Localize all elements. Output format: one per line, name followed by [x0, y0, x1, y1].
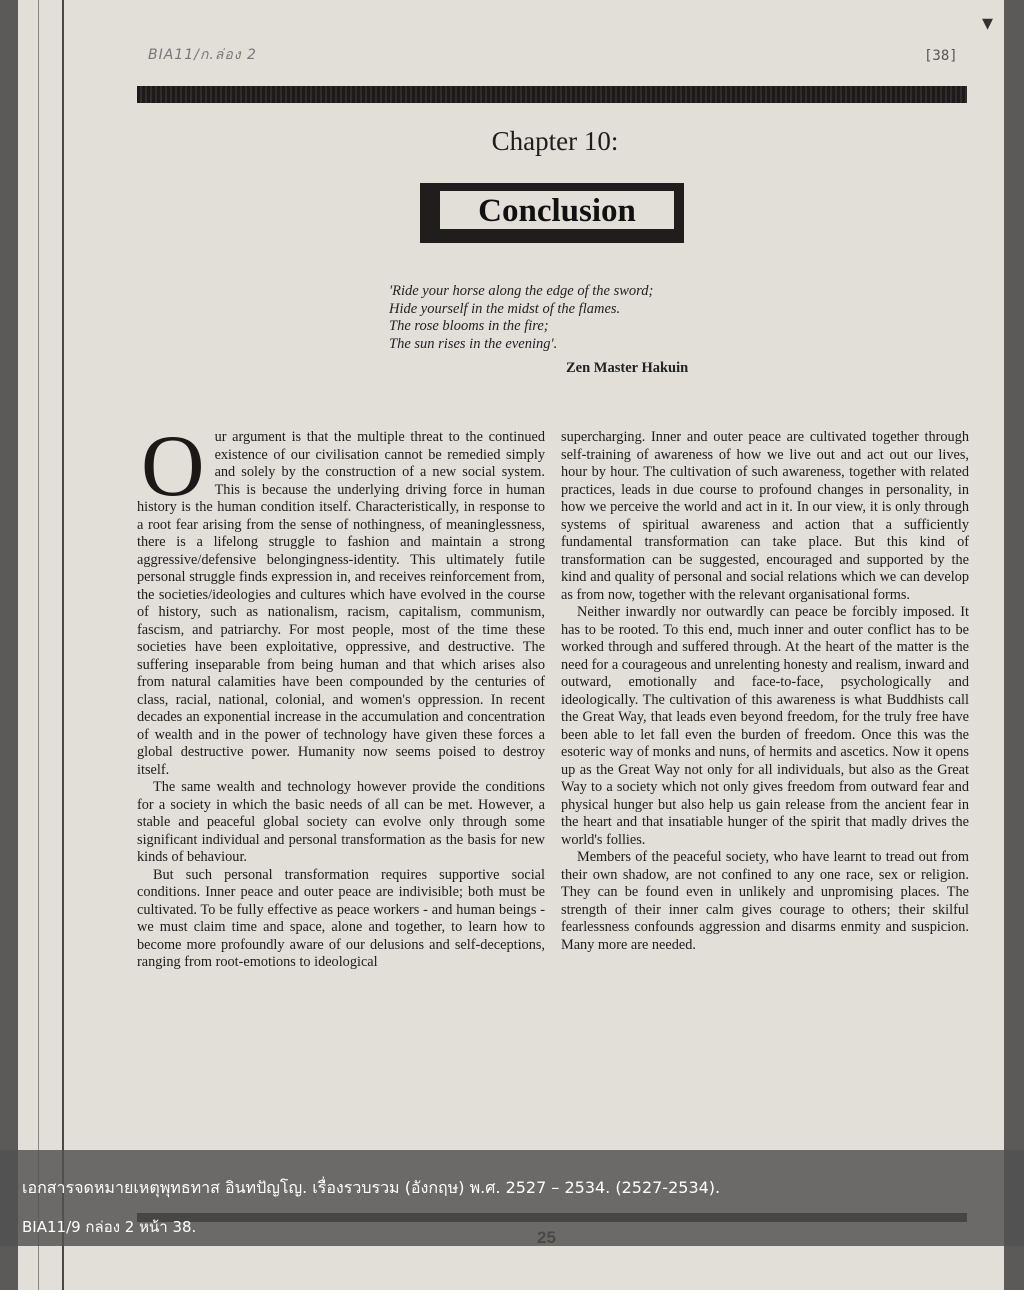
paragraph: But such personal transformation requires supportive social conditions. Inner peace and outer peace are indivisible; both must be cultivated. To be fully effective as peace workers - and human beings - we must claim time and space, alone and together, to learn how to become more profoundly aware of our delusions and self-deceptions, ranging from root-emotions to ideological [137, 866, 545, 970]
corner-marker-icon: ▾ [982, 10, 994, 35]
scan-edge-line [38, 0, 39, 1290]
top-decorative-band [137, 86, 967, 103]
drop-cap: O [141, 418, 205, 515]
epigraph [389, 283, 653, 353]
epigraph-line: The rose blooms in the fire; [389, 318, 549, 334]
chapter-title: Conclusion [438, 189, 676, 231]
paragraph: The same wealth and technology however provide the conditions for a society in which the basic needs of all can be met. However, a stable and peaceful global society can evolve only through some significant individual and personal transformation as the basis for new kinds of behaviour. [137, 779, 545, 865]
epigraph-line: The sun rises in the evening'. [389, 335, 558, 352]
chapter-heading: Chapter 10: [491, 126, 619, 156]
paragraph: Members of the peaceful society, who have learnt to tread out from their own shadow, are not confined to any one race, sex or religion. They can be found even in unlikely and unpromising places. The strength of their inner calm gives courage to others; their skilful fearlessness confounds aggression and disarms enmity and suspicion. Many more are needed. [561, 849, 969, 953]
right-column [561, 429, 969, 954]
epigraph-attribution: Zen Master Hakuin [566, 360, 689, 376]
left-column [137, 418, 545, 972]
caption-reference: BIA11/9 กล่อง 2 หน้า 38. [22, 1218, 197, 1236]
paragraph [137, 418, 545, 779]
paragraph: supercharging. Inner and outer peace are cultivated together through self-training of awareness of how we live out and act out our lives, hour by hour. The cultivation of such awareness, together with related practices, leads in due course to profound changes in personality, in how we perceive the world and act in it. In our view, it is only through systems of spiritual awareness and action that a sufficiently fundamental transformation can take place. But this kind of transformation can be suggested, encouraged and supported by the kind and quality of personal and social relations which we can develop as from now, together with the relevant organisational forms. [561, 429, 969, 603]
caption-title: เอกสารจดหมายเหตุพุทธทาส อินทปัญโญ. เรื่องรวบรวม (อังกฤษ) พ.ศ. 2527 – 2534. (2527-2534). [22, 1178, 721, 1197]
paragraph: Neither inwardly nor outwardly can peace be forcibly imposed. It has to be rooted. To this end, much inner and outer conflict has to be worked through and suffered through. At the heart of the matter is the need for a courageous and unrelenting honesty and realism, inward and outward, emotionally and face-to-face, psychologically and ideologically. The cultivation of this awareness is what Buddhists call the Great Way, that leads even beyond freedom, for the truly free have been able to let fall even the burden of freedom. Once this was the esoteric way of monks and nuns, of hermits and ascetics. Now it opens up as the Great Way not only for all individuals, but also as the Great Way to a society which not only gives freedom from outward fear and physical hunger but also help us gain release from the ancient fear in the heart and that insatiable hunger of the spirit that madly drives the world's follies. [561, 604, 969, 848]
page-mark: [38] [924, 48, 958, 64]
binding-line [62, 0, 64, 1290]
epigraph-line: 'Ride your horse along the edge of the sword; [389, 283, 654, 299]
paragraph-text: ur argument is that the multiple threat to the continued existence of our civilisation cannot be remedied simply and solely by the construction of a new social system. This is because the underlying driving force in human history is the human condition itself. Characteristically, in response to a root fear arising from the sense of nothingness, of meaninglessness, there is a lifelong struggle to fashion and maintain a strong aggressive/defensive belongingness-identity. This ultimately futile personal struggle finds expression in, and receives reinforcement from, the societies/ideologies and cultures which have evolved in the course of history, such as nationalism, racism, capitalism, communism, fascism, and patriarchy. For most people, most of the time these societies have been exploitative, oppressive, and destructive. The suffering inseparable from being human and that which arises also from natural calamities have been compounded by the centuries of class, racial, national, colonial, and women's oppression. In recent decades an exponential increase in the accumulation and concentration of wealth and in the power of technology have given these forces a global destructive power. Humanity now seems poised to destroy itself. [137, 429, 545, 778]
handwritten-reference: BIA11/ก.ล่อง 2 [148, 47, 257, 63]
epigraph-line: Hide yourself in the midst of the flames. [389, 300, 621, 317]
